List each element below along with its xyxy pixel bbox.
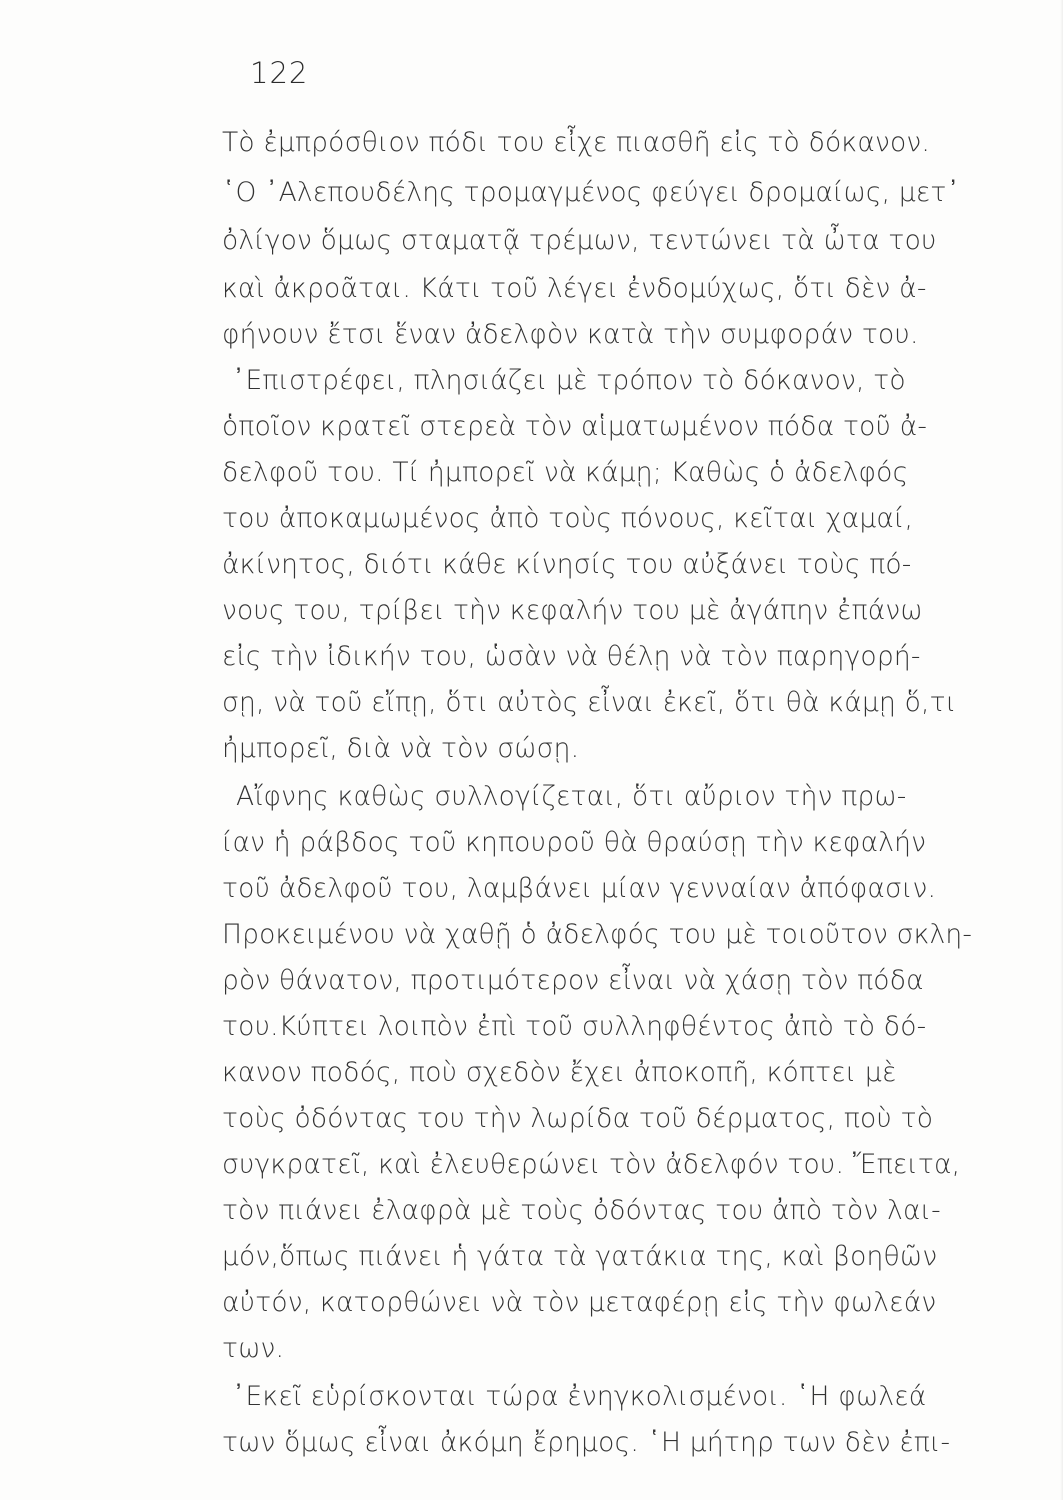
text-line: φήνουν ἔτσι ἕναν ἀδελφὸν κατὰ τὴν συμφοράν του.: [222, 319, 919, 350]
text-line: ὀλίγον ὅμως σταματᾷ τρέμων, τεντώνει τὰ ὦτα του: [222, 225, 937, 256]
text-line: τὸν πιάνει ἐλαφρὰ μὲ τοὺς ὀδόντας του ἀπὸ τὸν λαι-: [222, 1195, 941, 1226]
text-line: κανον ποδός, ποὺ σχεδὸν ἔχει ἀποκοπῆ, κόπτει μὲ: [222, 1057, 897, 1088]
text-line: των.: [222, 1333, 285, 1364]
text-line: τοὺς ὀδόντας του τὴν λωρίδα τοῦ δέρματος, ποὺ τὸ: [222, 1103, 934, 1134]
text-line: ἠμπορεῖ, διὰ νὰ τὸν σώσῃ.: [222, 733, 580, 764]
text-line: ᾿Εκεῖ εὑρίσκονται τώρα ἐνηγκολισμένοι. ῾Η φωλεά: [232, 1381, 927, 1412]
text-line: ὁποῖον κρατεῖ στερεὰ τὸν αἱματωμένον πόδα τοῦ ἀ-: [222, 411, 928, 442]
text-line: ᾿Επιστρέφει, πλησιάζει μὲ τρόπον τὸ δόκανον, τὸ: [232, 365, 906, 396]
page-number: 122: [250, 56, 309, 90]
text-line: εἰς τὴν ἰδικήν του, ὡσὰν νὰ θέλῃ νὰ τὸν παρηγορή-: [222, 641, 921, 672]
text-line: ρὸν θάνατον, προτιμότερον εἶναι νὰ χάσῃ τὸν πόδα: [222, 965, 924, 996]
text-line: αὐτόν, κατορθώνει νὰ τὸν μεταφέρῃ εἰς τὴν φωλεάν: [222, 1287, 937, 1318]
text-line: του.Κύπτει λοιπὸν ἐπὶ τοῦ συλληφθέντος ἀπὸ τὸ δό-: [222, 1011, 927, 1042]
text-line: τοῦ ἀδελφοῦ του, λαμβάνει μίαν γενναίαν ἀπόφασιν.: [222, 873, 937, 904]
text-line: του ἀποκαμωμένος ἀπὸ τοὺς πόνους, κεῖται χαμαί,: [222, 503, 914, 534]
text-line: Αἴφνης καθὼς συλλογίζεται, ὅτι αὔριον τὴν πρω-: [236, 781, 907, 812]
text-line: Τὸ ἐμπρόσθιον πόδι του εἶχε πιασθῆ εἰς τὸ δόκανον.: [222, 127, 931, 158]
text-line: ῾Ο ᾿Αλεπουδέλης τρομαγμένος φεύγει δρομαίως, μετ᾿: [222, 177, 961, 208]
text-line: Προκειμένου νὰ χαθῇ ὁ ἀδελφός του μὲ τοιοῦτον σκλη-: [222, 919, 973, 950]
text-line: δελφοῦ του. Τί ἠμπορεῖ νὰ κάμῃ; Καθὼς ὁ ἀδελφός: [222, 457, 909, 488]
text-line: νους του, τρίβει τὴν κεφαλήν του μὲ ἀγάπην ἐπάνω: [222, 595, 923, 626]
text-line: ἀκίνητος, διότι κάθε κίνησίς του αὐξάνει τοὺς πό-: [222, 549, 912, 580]
text-line: συγκρατεῖ, καὶ ἐλευθερώνει τὸν ἀδελφόν του. Ἔπειτα,: [222, 1149, 961, 1180]
text-line: ίαν ἡ ράβδος τοῦ κηπουροῦ θὰ θραύσῃ τὴν κεφαλήν: [222, 827, 927, 858]
text-line: καὶ ἀκροᾶται. Κάτι τοῦ λέγει ἐνδομύχως, ὅτι δὲν ἀ-: [222, 273, 927, 304]
text-line: των ὅμως εἶναι ἀκόμη ἔρημος. ῾Η μήτηρ των δὲν ἐπι-: [222, 1427, 951, 1458]
text-line: σῃ, νὰ τοῦ εἴπῃ, ὅτι αὐτὸς εἶναι ἐκεῖ, ὅτι θὰ κάμῃ ὅ,τι: [222, 687, 957, 718]
text-line: μόν,ὅπως πιάνει ἡ γάτα τὰ γατάκια της, καὶ βοηθῶν: [222, 1241, 938, 1272]
